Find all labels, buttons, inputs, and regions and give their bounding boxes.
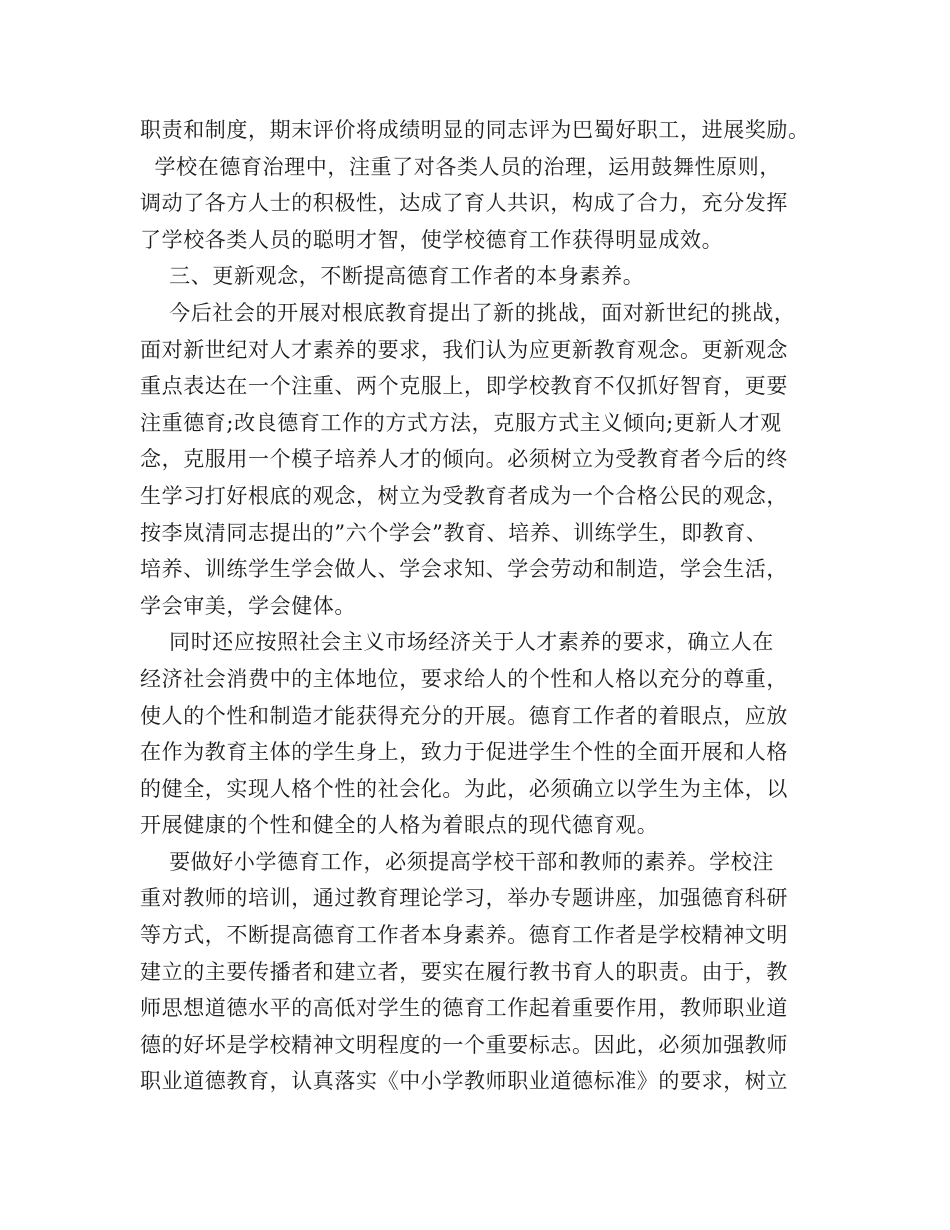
text-line: 经济社会消费中的主体地位，要求给人的个性和人格以充分的尊重， [140,666,788,691]
text-line: 重点表达在一个注重、两个克服上，即学校教育不仅抓好智育，更要 [140,374,788,399]
text-line: 培养、训练学生学会做人、学会求知、学会劳动和制造，学会生活， [140,557,788,582]
text-line: 按李岚清同志提出的”六个学会”教育、培养、训练学生，即教育、 [140,520,768,545]
text-line: 同时还应按照社会主义市场经济关于人才素养的要求，确立人在 [140,630,774,655]
text-line: 学校在德育治理中，注重了对各类人员的治理，运用鼓舞性原则， [140,154,781,179]
text-line: 学会审美，学会健体。 [140,593,356,618]
text-line: 面对新世纪对人才素养的要求，我们认为应更新教育观念。更新观念 [140,337,788,362]
text-line: 了学校各类人员的聪明才智，使学校德育工作获得明显成效。 [140,227,724,252]
text-line: 职责和制度，期末评价将成绩明显的同志评为巴蜀好职工，进展奖励。 [140,118,810,142]
text-line: 念，克服用一个模子培养人才的倾向。必须树立为受教育者今后的终 [140,447,788,472]
text-line: 要做好小学德育工作，必须提高学校干部和教师的素养。学校注 [140,849,774,874]
section-heading: 三、更新观念，不断提高德育工作者的本身素养。 [140,264,645,289]
text-line: 建立的主要传播者和建立者，要实在履行教书育人的职责。由于，教 [140,959,788,984]
text-line: 的健全，实现人格个性的社会化。为此，必须确立以学生为主体，以 [140,776,788,801]
text-line: 使人的个性和制造才能获得充分的开展。德育工作者的着眼点，应放 [140,703,788,728]
text-line: 职业道德教育，认真落实《中小学教师职业道德标准》的要求，树立 [140,1069,788,1094]
body-text [140,112,840,1100]
text-line: 等方式，不断提高德育工作者本身素养。德育工作者是学校精神文明 [140,923,788,948]
text-line: 德的好坏是学校精神文明程度的一个重要标志。因此，必须加强教师 [140,1032,788,1057]
text-line: 注重德育;改良德育工作的方式方法，克服方式主义倾向;更新人才观 [140,410,782,435]
text-line: 在作为教育主体的学生身上，致力于促进学生个性的全面开展和人格 [140,740,788,765]
text-line: 重对教师的培训，通过教育理论学习，举办专题讲座，加强德育科研 [140,886,788,911]
text-line: 师思想道德水平的高低对学生的德育工作起着重要作用，教师职业道 [140,996,788,1021]
text-line: 今后社会的开展对根底教育提出了新的挑战，面对新世纪的挑战， [140,300,796,325]
text-line: 开展健康的个性和健全的人格为着眼点的现代德育观。 [140,813,659,838]
text-line: 生学习打好根底的观念，树立为受教育者成为一个合格公民的观念， [140,483,788,508]
text-line: 调动了各方人士的积极性，达成了育人共识，构成了合力，充分发挥 [140,191,788,216]
